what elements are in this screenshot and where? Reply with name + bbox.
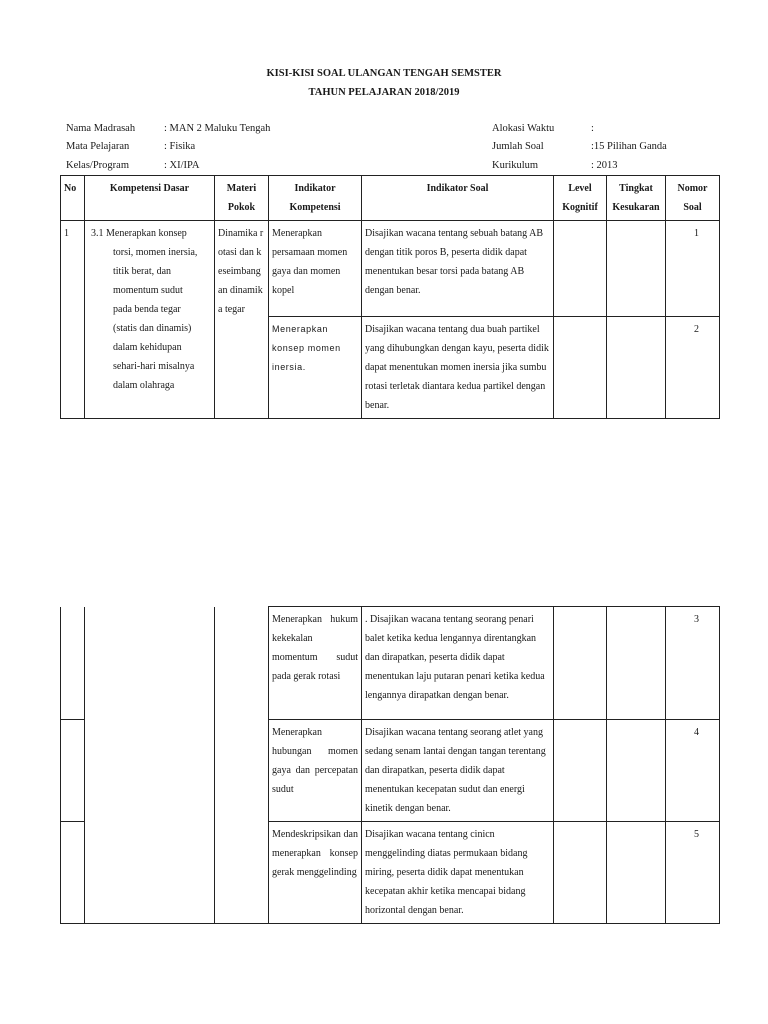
indikator-soal: . Disajikan wacana tentang seorang penari balet ketika kedua lengannya direntangkan dan dirapatkan, peserta didik dapat menentukan laju putaran penari ketika kedua lengannya dirapatkan dengan benar.	[362, 607, 554, 720]
header-tingkat: Tingkat Kesukaran	[607, 176, 666, 221]
table-row	[61, 607, 720, 720]
indikator-soal: Disajikan wacana tentang sebuah batang AB dengan titik poros B, peserta didik dapat menentukan besar torsi pada batang AB dengan benar.	[362, 221, 554, 317]
materi-pokok	[215, 607, 269, 924]
kisi-table-page2	[60, 606, 720, 924]
alokasi-label: Alokasi Waktu	[492, 123, 555, 134]
alokasi-value: :	[591, 123, 594, 134]
kelas-label: Kelas/Program	[66, 160, 129, 171]
level-kognitif	[554, 221, 607, 317]
jumlah-value: :15 Pilihan Ganda	[591, 141, 667, 152]
header-is: Indikator Soal	[362, 176, 554, 221]
header-ik: Indikator Kompetensi	[269, 176, 362, 221]
madrasah-label: Nama Madrasah	[66, 123, 136, 134]
nomor-soal: 5	[666, 822, 720, 924]
nomor-soal: 3	[666, 607, 720, 720]
indikator-kompetensi: Menerapkan hubungan momen gaya dan percepatan sudut	[269, 720, 362, 822]
header-level: Level Kognitif	[554, 176, 607, 221]
indikator-soal: Disajikan wacana tentang cinicn menggelinding diatas permukaan bidang miring, peserta didik dapat menentukan kecepatan akhir ketika mencapai bidang horizontal dengan benar.	[362, 822, 554, 924]
tingkat-kesukaran	[607, 221, 666, 317]
tingkat-kesukaran	[607, 720, 666, 822]
madrasah-value: : MAN 2 Maluku Tengah	[164, 123, 271, 134]
tingkat-kesukaran	[607, 822, 666, 924]
header-no: No	[61, 176, 85, 221]
indikator-kompetensi: Menerapkan persamaan momen gaya dan momen kopel	[269, 221, 362, 317]
kurikulum-label: Kurikulum	[492, 160, 539, 171]
level-kognitif	[554, 720, 607, 822]
kelas-value: : XI/IPA	[164, 160, 200, 171]
nomor-soal: 4	[666, 720, 720, 822]
table-row	[61, 221, 720, 317]
mapel-value: : Fisika	[164, 141, 196, 152]
kisi-table-page1	[60, 175, 720, 419]
tingkat-kesukaran	[607, 317, 666, 419]
header-kd: Kompetensi Dasar	[85, 176, 215, 221]
indikator-kompetensi: Menerapkan konsep momen inersia.	[269, 317, 362, 419]
indikator-kompetensi: Mendeskripsikan dan menerapkan konsep gerak menggelinding	[269, 822, 362, 924]
tingkat-kesukaran	[607, 607, 666, 720]
row-no	[61, 607, 85, 720]
indikator-soal: Disajikan wacana tentang seorang atlet yang sedang senam lantai dengan tangan terentang dan dirapatkan, peserta didik dapat menentukan kecepatan sudut dan energi kinetik dengan benar.	[362, 720, 554, 822]
document-subtitle: TAHUN PELAJARAN 2018/2019	[308, 87, 460, 98]
mapel-label: Mata Pelajaran	[66, 141, 130, 152]
header-nomor: Nomor Soal	[666, 176, 720, 221]
kompetensi-dasar	[85, 607, 215, 924]
materi-pokok: Dinamika rotasi dan keseimbangan dinamika tegar	[215, 221, 269, 419]
header-materi: Materi Pokok	[215, 176, 269, 221]
row-no	[61, 822, 85, 924]
nomor-soal: 2	[666, 317, 720, 419]
row-no	[61, 720, 85, 822]
kompetensi-dasar: 3.1 Menerapkan konsep torsi, momen inersia, titik berat, dan momentum sudut pada benda tegar (statis dan dinamis) dalam kehidupan sehari-hari misalnya dalam olahraga	[85, 221, 215, 419]
indikator-kompetensi: Menerapkan hukum kekekalan momentum sudut pada gerak rotasi	[269, 607, 362, 720]
level-kognitif	[554, 822, 607, 924]
jumlah-label: Jumlah Soal	[492, 141, 544, 152]
level-kognitif	[554, 607, 607, 720]
table-header-row	[61, 176, 720, 221]
row-no: 1	[61, 221, 85, 419]
nomor-soal: 1	[666, 221, 720, 317]
level-kognitif	[554, 317, 607, 419]
indikator-soal: Disajikan wacana tentang dua buah partikel yang dihubungkan dengan kayu, peserta didik dapat menentukan momen inersia jika sumbu rotasi terletak diantara kedua partikel dengan benar.	[362, 317, 554, 419]
kurikulum-value: : 2013	[591, 160, 618, 171]
document-title: KISI-KISI SOAL ULANGAN TENGAH SEMSTER	[266, 68, 502, 79]
